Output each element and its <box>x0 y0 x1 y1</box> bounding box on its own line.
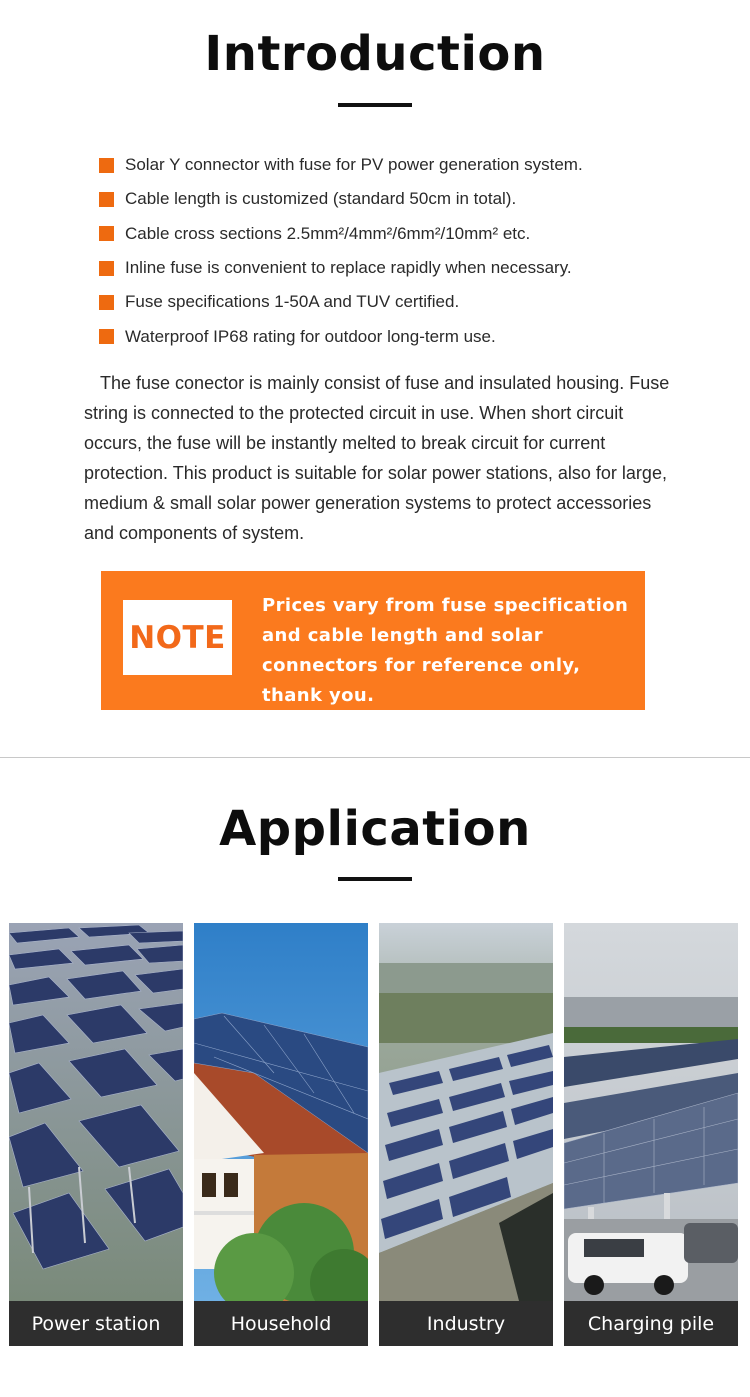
square-bullet-icon <box>99 329 114 344</box>
square-bullet-icon <box>99 226 114 241</box>
rooftop-house-photo <box>194 923 368 1301</box>
feature-item <box>99 217 699 251</box>
application-card-household[interactable] <box>194 923 368 1346</box>
feature-list <box>99 148 699 354</box>
feature-text: Solar Y connector with fuse for PV power generation system. <box>125 155 583 175</box>
square-bullet-icon <box>99 158 114 173</box>
description-paragraph: The fuse conector is mainly consist of fuse and insulated housing. Fuse string is connected to the protected circuit in use. When short circuit occurs, the fuse will be instantly melted to break circuit for current protection. This product is suitable for solar power stations, also for large, medium & small solar power generation systems to protect accessories and components of system. <box>84 373 670 543</box>
application-card-power-station[interactable] <box>9 923 183 1346</box>
carport-photo <box>564 923 738 1301</box>
feature-item <box>99 182 699 216</box>
feature-text: Inline fuse is convenient to replace rapidly when necessary. <box>125 258 572 278</box>
feature-item <box>99 148 699 182</box>
note-banner <box>101 571 645 710</box>
application-title: Application <box>219 801 531 857</box>
feature-text: Cable length is customized (standard 50cm in total). <box>125 189 517 209</box>
application-gallery <box>9 923 741 1346</box>
title-underline <box>338 877 412 881</box>
square-bullet-icon <box>99 295 114 310</box>
section-divider <box>0 757 750 758</box>
application-card-industry[interactable] <box>379 923 553 1346</box>
application-card-charging-pile[interactable] <box>564 923 738 1346</box>
application-label: Power station <box>9 1301 183 1346</box>
feature-text: Cable cross sections 2.5mm²/4mm²/6mm²/10mm² etc. <box>125 223 531 243</box>
application-label: Household <box>194 1301 368 1346</box>
introduction-title: Introduction <box>204 26 546 82</box>
feature-item <box>99 319 699 353</box>
feature-text: Waterproof IP68 rating for outdoor long-term use. <box>125 326 496 346</box>
feature-item <box>99 251 699 285</box>
application-label: Industry <box>379 1301 553 1346</box>
solar-farm-photo <box>9 923 183 1301</box>
industrial-roof-photo <box>379 923 553 1301</box>
square-bullet-icon <box>99 192 114 207</box>
square-bullet-icon <box>99 261 114 276</box>
feature-item <box>99 285 699 319</box>
title-underline <box>338 103 412 107</box>
application-label: Charging pile <box>564 1301 738 1346</box>
note-text: Prices vary from fuse specification and cable length and solar connectors for reference only, thank you. <box>262 595 629 706</box>
note-badge: NOTE <box>123 600 232 675</box>
feature-text: Fuse specifications 1-50A and TUV certified. <box>125 292 460 312</box>
